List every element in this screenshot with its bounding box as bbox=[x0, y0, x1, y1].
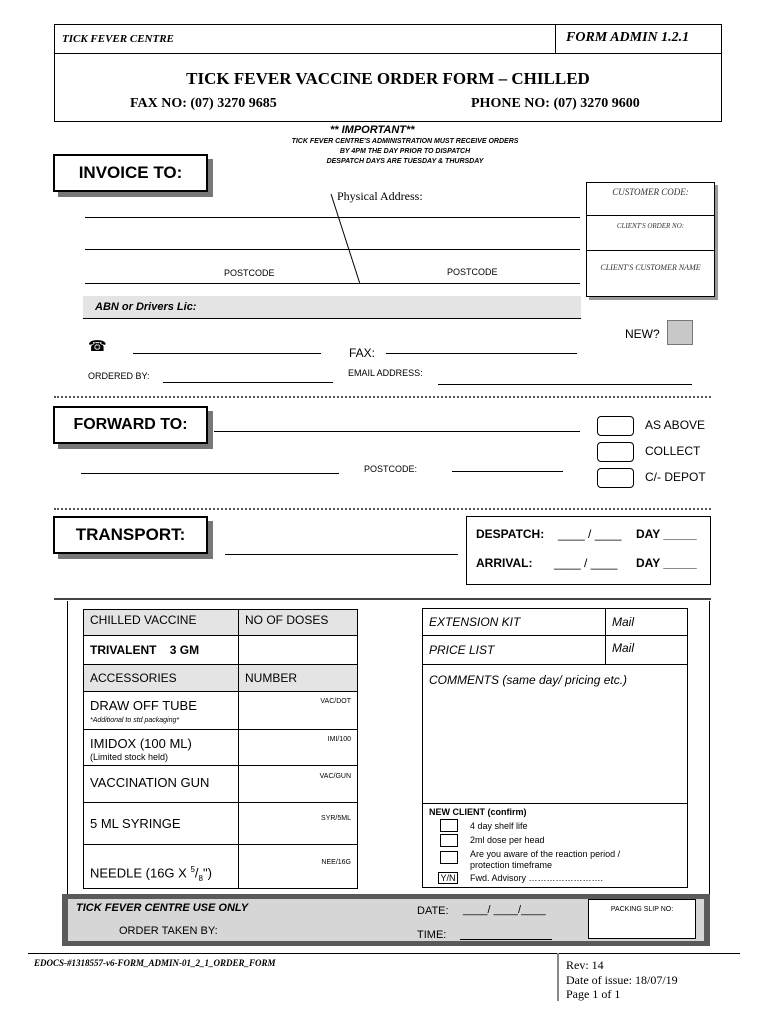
transport-label: TRANSPORT: bbox=[53, 516, 208, 554]
imidox-row bbox=[83, 729, 239, 766]
draw-off-tube-code: VAC/DOT bbox=[320, 698, 351, 705]
shelf-life-checkbox[interactable] bbox=[440, 819, 458, 832]
no-of-doses-header: NO OF DOSES bbox=[238, 609, 358, 636]
needle-fraction-den: 8 bbox=[198, 873, 203, 883]
comments-field[interactable] bbox=[422, 664, 688, 804]
header-divider bbox=[54, 53, 722, 54]
new-checkbox[interactable] bbox=[667, 320, 693, 345]
reaction-label-1: Are you aware of the reaction period / bbox=[470, 849, 621, 859]
as-above-label: AS ABOVE bbox=[645, 418, 706, 432]
date-label: DATE: bbox=[417, 905, 449, 917]
depot-label: C/- DEPOT bbox=[645, 470, 706, 484]
needle-label: NEEDLE (16G X bbox=[90, 865, 191, 881]
client-order-no-field[interactable]: CLIENT'S ORDER NO: bbox=[616, 222, 685, 230]
trivalent-row: TRIVALENT 3 GM bbox=[83, 635, 239, 665]
draw-off-tube-note: *Additional to std packaging* bbox=[90, 717, 180, 724]
client-codes-divider-2 bbox=[586, 250, 715, 251]
phone-line[interactable] bbox=[133, 353, 321, 354]
fwd-advisory-label: Fwd. Advisory ……………………. bbox=[470, 873, 604, 883]
forward-line-2[interactable] bbox=[81, 473, 339, 474]
collect-label: COLLECT bbox=[645, 444, 701, 458]
office-use-label: TICK FEVER CENTRE USE ONLY bbox=[76, 902, 249, 914]
extension-kit-label: EXTENSION KIT bbox=[422, 608, 606, 636]
needle-fraction-num: 5 bbox=[190, 865, 195, 874]
footer-rule bbox=[28, 953, 740, 954]
forward-postcode-line[interactable] bbox=[452, 471, 563, 472]
imidox-label: IMIDOX (100 ML) bbox=[90, 736, 192, 751]
time-line[interactable] bbox=[460, 939, 552, 940]
footer-page: Page 1 of 1 bbox=[566, 987, 621, 1001]
important-line-3: DESPATCH DAYS ARE TUESDAY & THURSDAY bbox=[326, 158, 484, 165]
address-line-3[interactable] bbox=[85, 283, 580, 284]
client-codes-box bbox=[586, 182, 715, 297]
section-separator-2 bbox=[54, 508, 711, 510]
footer-date-issue: Date of issue: 18/07/19 bbox=[566, 973, 678, 987]
new-label: NEW? bbox=[625, 327, 660, 341]
dose-checkbox[interactable] bbox=[440, 834, 458, 847]
vaccination-gun-number[interactable] bbox=[238, 765, 358, 803]
arrival-date-field[interactable]: ____ / ____ bbox=[554, 556, 618, 570]
syringe-code: SYR/5ML bbox=[321, 815, 351, 822]
section-separator-3 bbox=[54, 598, 711, 600]
address-line-1[interactable] bbox=[85, 217, 580, 218]
price-list-label: PRICE LIST bbox=[422, 635, 606, 665]
footer-rev-divider bbox=[557, 953, 559, 1001]
footer-rev: Rev: 14 bbox=[566, 958, 604, 972]
phone-icon: ☎ bbox=[88, 338, 107, 355]
yn-checkbox[interactable]: Y/N bbox=[438, 872, 458, 884]
price-list-mail[interactable]: Mail bbox=[605, 635, 688, 665]
postcode-left-label: POSTCODE bbox=[224, 268, 275, 278]
vaccination-gun-row bbox=[83, 765, 239, 803]
dose-label: 2ml dose per head bbox=[470, 835, 545, 845]
form-id-divider bbox=[555, 24, 556, 53]
accessories-header: ACCESSORIES bbox=[83, 664, 239, 692]
address-line-2[interactable] bbox=[85, 249, 580, 250]
abn-label: ABN or Drivers Lic: bbox=[95, 301, 197, 313]
comments-label: COMMENTS (same day/ pricing etc.) bbox=[429, 673, 628, 687]
client-codes-divider-1 bbox=[586, 215, 715, 216]
trivalent-doses-input[interactable] bbox=[238, 635, 358, 665]
arrival-label: ARRIVAL: bbox=[476, 556, 533, 570]
page-title: TICK FEVER VACCINE ORDER FORM – CHILLED bbox=[186, 69, 590, 88]
important-heading: ** IMPORTANT** bbox=[330, 124, 415, 136]
customer-code-field[interactable]: CUSTOMER CODE: bbox=[612, 187, 689, 197]
syringe-number[interactable] bbox=[238, 802, 358, 845]
collect-checkbox[interactable] bbox=[597, 442, 634, 462]
syringe-row bbox=[83, 802, 239, 845]
reaction-label-2: protection timeframe bbox=[470, 860, 553, 870]
draw-off-tube-number[interactable] bbox=[238, 691, 358, 730]
order-taken-by-label: ORDER TAKEN BY: bbox=[119, 925, 218, 937]
fax-label: FAX: bbox=[349, 346, 376, 360]
imidox-code: IMI/100 bbox=[327, 736, 351, 743]
needle-number[interactable] bbox=[238, 844, 358, 889]
phone-number: PHONE NO: (07) 3270 9600 bbox=[471, 96, 640, 111]
despatch-date-field[interactable]: ____ / ____ bbox=[558, 527, 622, 541]
needle-code: NEE/16G bbox=[321, 859, 351, 866]
email-line[interactable] bbox=[438, 384, 692, 385]
invoice-to-label: INVOICE TO: bbox=[53, 154, 208, 192]
imidox-number[interactable] bbox=[238, 729, 358, 766]
forward-to-label: FORWARD TO: bbox=[53, 406, 208, 444]
client-customer-name-field[interactable]: CLIENT'S CUSTOMER NAME bbox=[600, 263, 701, 272]
forward-line-1[interactable] bbox=[214, 431, 580, 432]
packing-slip-label: PACKING SLIP NO: bbox=[610, 906, 674, 913]
packing-slip-field[interactable] bbox=[588, 899, 696, 939]
forward-postcode-label: POSTCODE: bbox=[364, 464, 418, 474]
draw-off-tube-label: DRAW OFF TUBE bbox=[90, 698, 197, 713]
number-header: NUMBER bbox=[238, 664, 358, 692]
shelf-life-label: 4 day shelf life bbox=[470, 821, 528, 831]
extension-kit-mail[interactable]: Mail bbox=[605, 608, 688, 636]
syringe-label: 5 ML SYRINGE bbox=[90, 816, 181, 831]
despatch-day-field[interactable]: DAY _____ bbox=[636, 527, 697, 541]
chilled-vaccine-header: CHILLED VACCINE bbox=[83, 609, 239, 636]
important-line-2: BY 4PM THE DAY PRIOR TO DISPATCH bbox=[339, 148, 471, 155]
section-separator-1 bbox=[54, 396, 711, 398]
needle-label-end: ") bbox=[202, 865, 212, 881]
email-label: EMAIL ADDRESS: bbox=[348, 368, 423, 378]
time-label: TIME: bbox=[417, 929, 447, 941]
ordered-by-label: ORDERED BY: bbox=[88, 371, 150, 381]
form-id: FORM ADMIN 1.2.1 bbox=[566, 30, 690, 45]
date-field[interactable]: ____/ ____/____ bbox=[463, 904, 546, 916]
despatch-label: DESPATCH: bbox=[476, 527, 545, 541]
vaccination-gun-label: VACCINATION GUN bbox=[90, 775, 210, 790]
draw-off-tube-row bbox=[83, 691, 239, 730]
postcode-right-label: POSTCODE bbox=[447, 267, 498, 277]
transport-line[interactable] bbox=[225, 554, 458, 555]
ordered-by-line[interactable] bbox=[163, 382, 333, 383]
depot-checkbox[interactable] bbox=[597, 468, 634, 488]
arrival-day-field[interactable]: DAY _____ bbox=[636, 556, 697, 570]
footer-doc-id: EDOCS-#1318557-v6-FORM_ADMIN-01_2_1_ORDER_FORM bbox=[34, 958, 276, 968]
new-client-label: NEW CLIENT (confirm) bbox=[429, 807, 527, 817]
fax-number: FAX NO: (07) 3270 9685 bbox=[130, 96, 277, 111]
important-line-1: TICK FEVER CENTRE'S ADMINISTRATION MUST RECEIVE ORDERS bbox=[291, 138, 519, 145]
fax-line[interactable] bbox=[386, 353, 577, 354]
needle-row: NEEDLE (16G X $^5/_8$") bbox=[83, 844, 239, 889]
reaction-checkbox[interactable] bbox=[440, 851, 458, 864]
as-above-checkbox[interactable] bbox=[597, 416, 634, 436]
centre-name: TICK FEVER CENTRE bbox=[62, 33, 174, 45]
imidox-note: (Limited stock held) bbox=[90, 752, 169, 762]
vaccination-gun-code: VAC/GUN bbox=[319, 773, 351, 780]
physical-address-label: Physical Address: bbox=[337, 189, 423, 203]
address-divider-slash bbox=[325, 192, 365, 287]
